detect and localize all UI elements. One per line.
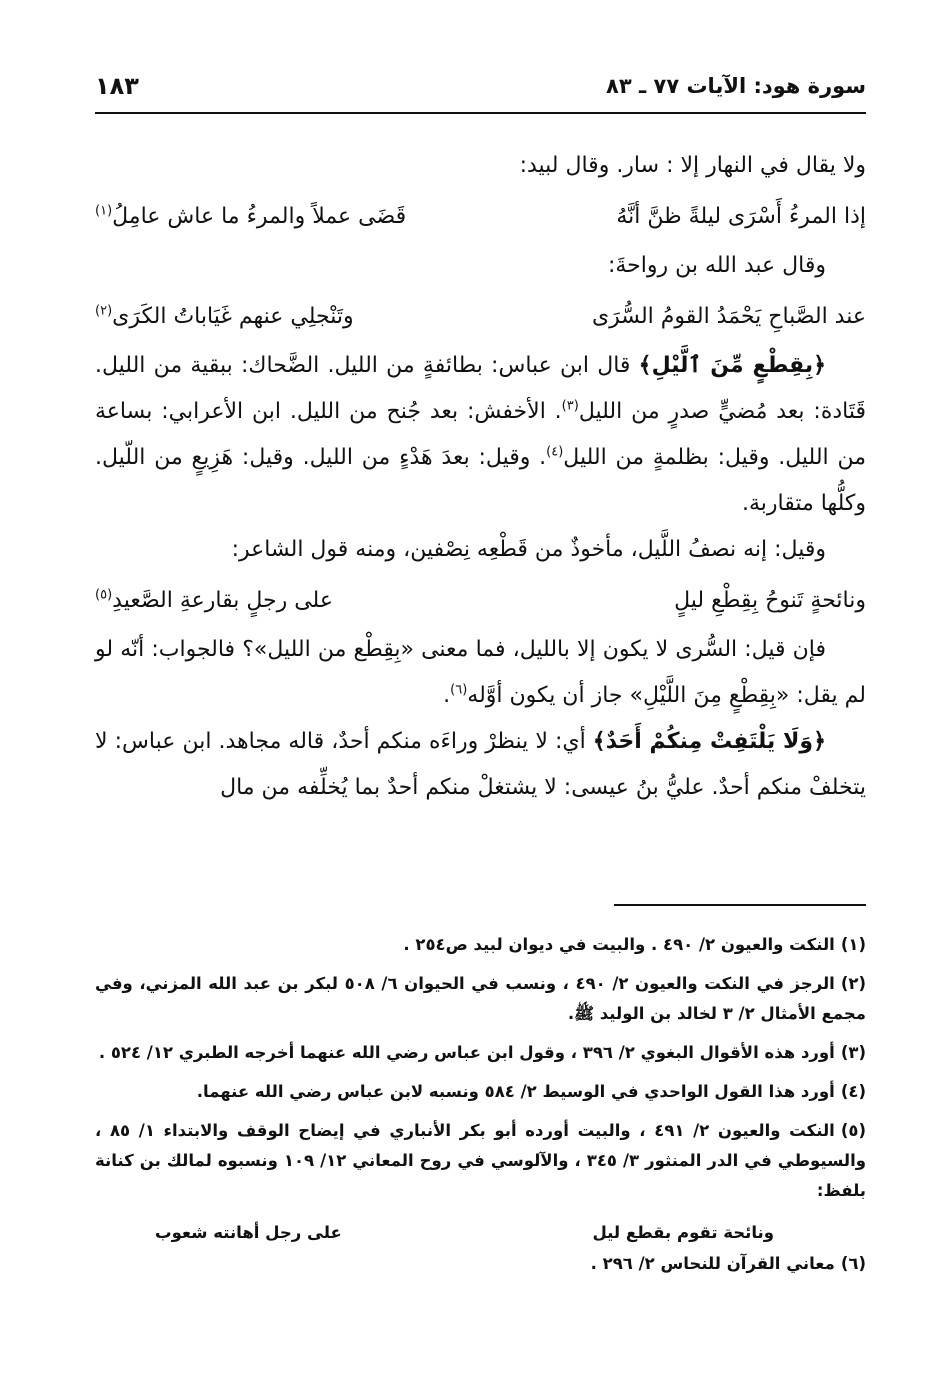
verse-naiha [95, 573, 866, 627]
paragraph-1: ولا يقال في النهار إلا : سار. وقال لبيد: [519, 153, 866, 178]
paragraph-6 [95, 719, 866, 811]
footnote-2 [95, 969, 866, 1029]
footnote-separator [614, 904, 866, 906]
footnote-ref: (٢) [95, 303, 113, 319]
quran-quote: ﴿بِقِطْعٍ مِّنَ ٱلَّيْلِ﴾ [638, 353, 826, 378]
footnote-number: (٥) [840, 1121, 866, 1140]
verse-labid [95, 189, 866, 243]
page [95, 0, 866, 1389]
text-run: فإن قيل: السُّرى لا يكون إلا بالليل، فما معنى «بِقِطْع من الليل»؟ فالجواب: أنّه لو لم يقل: «بِقِطْعٍ مِنَ اللَّيْلِ» جاز أن يكون أوَّله [95, 637, 866, 708]
footnote-4 [95, 1077, 866, 1107]
page-number: ١٨٣ [95, 72, 139, 100]
verse-text: على رجلٍ بقارعةِ الصَّعيدِ [112, 587, 333, 613]
footnote-3 [95, 1038, 866, 1068]
verse-second-hemistich: على رجل أهانته شعوب [155, 1222, 342, 1242]
footnote-text: أورد هذه الأقوال البغوي ٢/ ٣٩٦ ، وقول ابن عباس رضي الله عنهما أخرجه الطبري ١٢/ ٥٢٤ . [98, 1043, 835, 1062]
verse-second-hemistich [95, 204, 406, 229]
text-run: . [443, 683, 451, 708]
footnote-text: معاني القرآن للنحاس ٢/ ٢٩٦ . [590, 1254, 835, 1273]
text-run: . الأخفش: بعد جُنح من الليل. ابن الأعرابي: بساعة من الليل. وقيل: بظلمةٍ من الليل [95, 399, 866, 470]
verse-text: قَضَى عملاً والمرءُ ما عاش عامِلُ [112, 203, 407, 229]
verse-first-hemistich: إذا المرءُ أَسْرَى ليلةً ظنَّ أنَّهُ [616, 203, 866, 229]
footnote-1 [95, 930, 866, 960]
footnote-text: النكت والعيون ٢/ ٤٩١ ، والبيت أورده أبو بكر الأنباري في إيضاح الوقف والابتداء ١/ ٨٥ ، والسيوطي في الدر المنثور ٣/ ٣٤٥ ، والآلوسي في روح المعاني ١٢/ ١٠٩ ونسبوه لمالك بن كنانة بلفظ: [95, 1121, 866, 1200]
footnote-ref: (٥) [95, 587, 113, 603]
footnote-text: الرجز في النكت والعيون ٢/ ٤٩٠ ، ونسب في الحيوان ٦/ ٥٠٨ لبكر بن عبد الله المزني، وفي مجمع الأمثال ٢/ ٣ لخالد بن الوليد ﷺ. [95, 974, 866, 1023]
footnote-verse [95, 1215, 866, 1249]
footnote-ref: (١) [95, 203, 113, 219]
footnotes [95, 930, 866, 1288]
paragraph-2: وقال عبد الله بن رواحةَ: [607, 253, 826, 278]
footnote-6 [95, 1249, 866, 1279]
page-header [95, 66, 866, 114]
footnote-ref: (٦) [450, 682, 468, 698]
footnote-number: (١) [840, 935, 866, 954]
text-run: . وقيل: بعدَ هَدْءٍ من الليل. وقيل: هَزِيعٍ من اللّيل. وكلُّها متقاربة. [95, 445, 866, 516]
text-run: قال ابن عباس: بطائفةٍ من الليل. الضَّحاك: ببقية من الليل. قَتَادة: بعد مُضيٍّ صدرٍ من الليل [95, 353, 866, 424]
footnote-5 [95, 1116, 866, 1206]
footnote-number: (٦) [840, 1254, 866, 1273]
verse-text: وتَنْجلِي عنهم غَيَاباتُ الكَرَى [112, 303, 354, 329]
verse-second-hemistich [95, 304, 354, 329]
chapter-title: سورة هود: الآيات ٧٧ ـ ٨٣ [606, 74, 866, 98]
footnote-number: (٢) [840, 974, 866, 993]
paragraph-5 [95, 627, 866, 719]
footnote-ref: (٤) [546, 444, 564, 460]
footnote-number: (٣) [840, 1043, 866, 1062]
paragraph-4: وقيل: إنه نصفُ اللَّيل، مأخوذٌ من قَطْعِه نِصْفين، ومنه قول الشاعر: [231, 537, 826, 562]
quran-quote: ﴿وَلَا يَلْتَفِتْ مِنكُمْ أَحَدٌ﴾ [592, 729, 826, 754]
main-text [95, 143, 866, 811]
verse-first-hemistich: ونائحةٍ تَنوحُ بِقِطْعِ ليلٍ [674, 587, 866, 613]
header-rule [95, 112, 866, 114]
text-run: أي: لا ينظرْ وراءَه منكم أحدٌ، قاله مجاهد. ابن عباس: لا يتخلفْ منكم أحدٌ. عليُّ بنُ عيسى: لا يشتغلْ منكم أحدٌ بما يُخلِّفه من مال [95, 729, 866, 800]
paragraph-3 [95, 343, 866, 527]
verse-second-hemistich [95, 588, 333, 613]
footnote-ref: (٣) [561, 398, 579, 414]
verse-rawaha [95, 289, 866, 343]
verse-first-hemistich: ونائحة تقوم بقطع ليل [592, 1222, 774, 1242]
footnote-text: أورد هذا القول الواحدي في الوسيط ٢/ ٥٨٤ ونسبه لابن عباس رضي الله عنهما. [196, 1082, 835, 1101]
footnote-text: النكت والعيون ٢/ ٤٩٠ . والبيت في ديوان لبيد ص٢٥٤ . [403, 935, 835, 954]
verse-first-hemistich: عند الصَّباحِ يَحْمَدُ القومُ السُّرَى [591, 303, 866, 329]
footnote-number: (٤) [840, 1082, 866, 1101]
